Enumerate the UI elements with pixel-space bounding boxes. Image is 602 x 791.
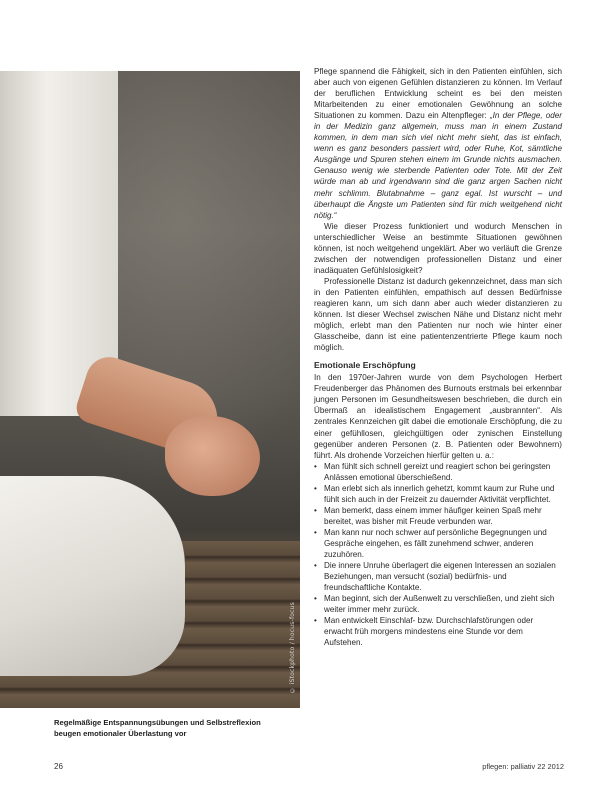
list-item: • Man entwickelt Einschlaf- bzw. Durchschlafstörungen oder erwacht früh morgens mindestens eine Stunde vor dem Aufstehen.	[314, 615, 562, 648]
photo-hand-mudra	[165, 416, 260, 496]
list-item: • Man fühlt sich schnell gereizt und reagiert schon bei geringsten Anlässen emotional überschießend.	[314, 461, 562, 483]
paragraph-3: Professionelle Distanz ist dadurch gekennzeichnet, dass man sich in den Patienten einfühlen, empathisch auf dessen Bedürfnisse reagieren kann, um sich dann aber auch wieder distanzieren zu können. Ist dieser Wechsel zwischen Nähe und Distanz nicht mehr möglich, erlebt man den Patienten nur noch wie hinter einer Glasscheibe, dann ist eine patientenzentrierte Pflege kaum noch möglich.	[314, 276, 562, 353]
journal-footer: pflegen: palliativ 22 2012	[482, 762, 564, 771]
photo-credit: © iStockphoto / hocus-focus	[289, 602, 296, 694]
photo-white-pants	[0, 476, 185, 676]
meditation-photo	[0, 71, 300, 708]
paragraph-1	[314, 66, 562, 221]
quote-altenpfleger: „In der Pflege, oder in der Medizin ganz allgemein, muss man in einem Zustand kommen, in dem man sich viel nicht mehr sieht, das ist einfach, wenn es ganz besonders passiert wird, oder Ruhe, Kot, sämtliche Ausgänge und Spuren stehen einem im Grunde nichts ausmachen. Genauso wenig wie sterbende Patienten oder Tote. Mit der Zeit würde man ab und irgendwann sind die ganz argen Sachen nicht mehr schlimm. Blutabnahme – ganz egal. Ist wurscht – und überhaupt die Ängste um Patienten sind für mich weitgehend nicht nötig.“	[314, 111, 562, 220]
warning-signs-list	[314, 461, 562, 649]
list-item: • Man beginnt, sich der Außenwelt zu verschließen, und zieht sich weiter immer mehr zurück.	[314, 593, 562, 615]
article-text-column	[314, 66, 562, 648]
photo-caption	[54, 717, 284, 739]
list-item: • Man kann nur noch schwer auf persönliche Begegnungen und Gespräche eingehen, es fällt zunehmend schwer, anderen zuzuhören.	[314, 527, 562, 560]
caption-line-1: Regelmäßige Entspannungsübungen und Selbstreflexion	[54, 718, 261, 727]
paragraph-4: In den 1970er-Jahren wurde von dem Psychologen Herbert Freudenberger das Phänomen des Burnouts erstmals bei erkennbar jungen Personen im Gesundheitswesen beschrieben, die durch ein Übermaß an idealistischem Engagement „ausbrannten“. Als zentrales Kennzeichen gilt dabei die emotionale Erschöpfung, die zu einer gefühllosen, gleichgültigen oder zynischen Einstellung gegenüber anderen Personen (z. B. Patienten oder Bewohnern) führt. Als drohende Vorzeichen hierfür gelten u. a.:	[314, 373, 562, 460]
caption-line-2: beugen emotionaler Überlastung vor	[54, 729, 187, 738]
list-item: • Man erlebt sich als innerlich gehetzt, kommt kaum zur Ruhe und fühlt sich auch in der Freizeit zu dauernder Aktivität verpflichtet.	[314, 483, 562, 505]
page-number: 26	[54, 762, 63, 771]
paragraph-2: Wie dieser Prozess funktioniert und wodurch Menschen in unterschiedlicher Weise an bestimmte Situationen gewöhnen können, ist noch weitgehend ungeklärt. Aber wo verläuft die Grenze zwischen der notwendigen professionellen Distanz und einer inadäquaten Gefühlslosigkeit?	[314, 221, 562, 275]
section-heading: Emotionale Erschöpfung	[314, 360, 416, 371]
list-item: • Man bemerkt, dass einem immer häufiger keinen Spaß mehr bereitet, was bisher mit Freude verbunden war.	[314, 505, 562, 527]
paragraph-1-text: Pflege spannend die Fähigkeit, sich in den Patienten einfühlen, sich aber auch von eigenen Gefühlen distanzieren zu können. Im Verlauf der beruflichen Entwicklung scheint es bei den meisten Mitarbeitenden zu einer emotionalen Gewöhnung an solche Situationen zu kommen. Dazu ein Altenpfleger:	[314, 67, 562, 121]
list-item: • Die innere Unruhe überlagert die eigenen Interessen an sozialen Beziehungen, man versucht (sozial) bedürfnis- und freundschaftliche Kontakte.	[314, 560, 562, 593]
